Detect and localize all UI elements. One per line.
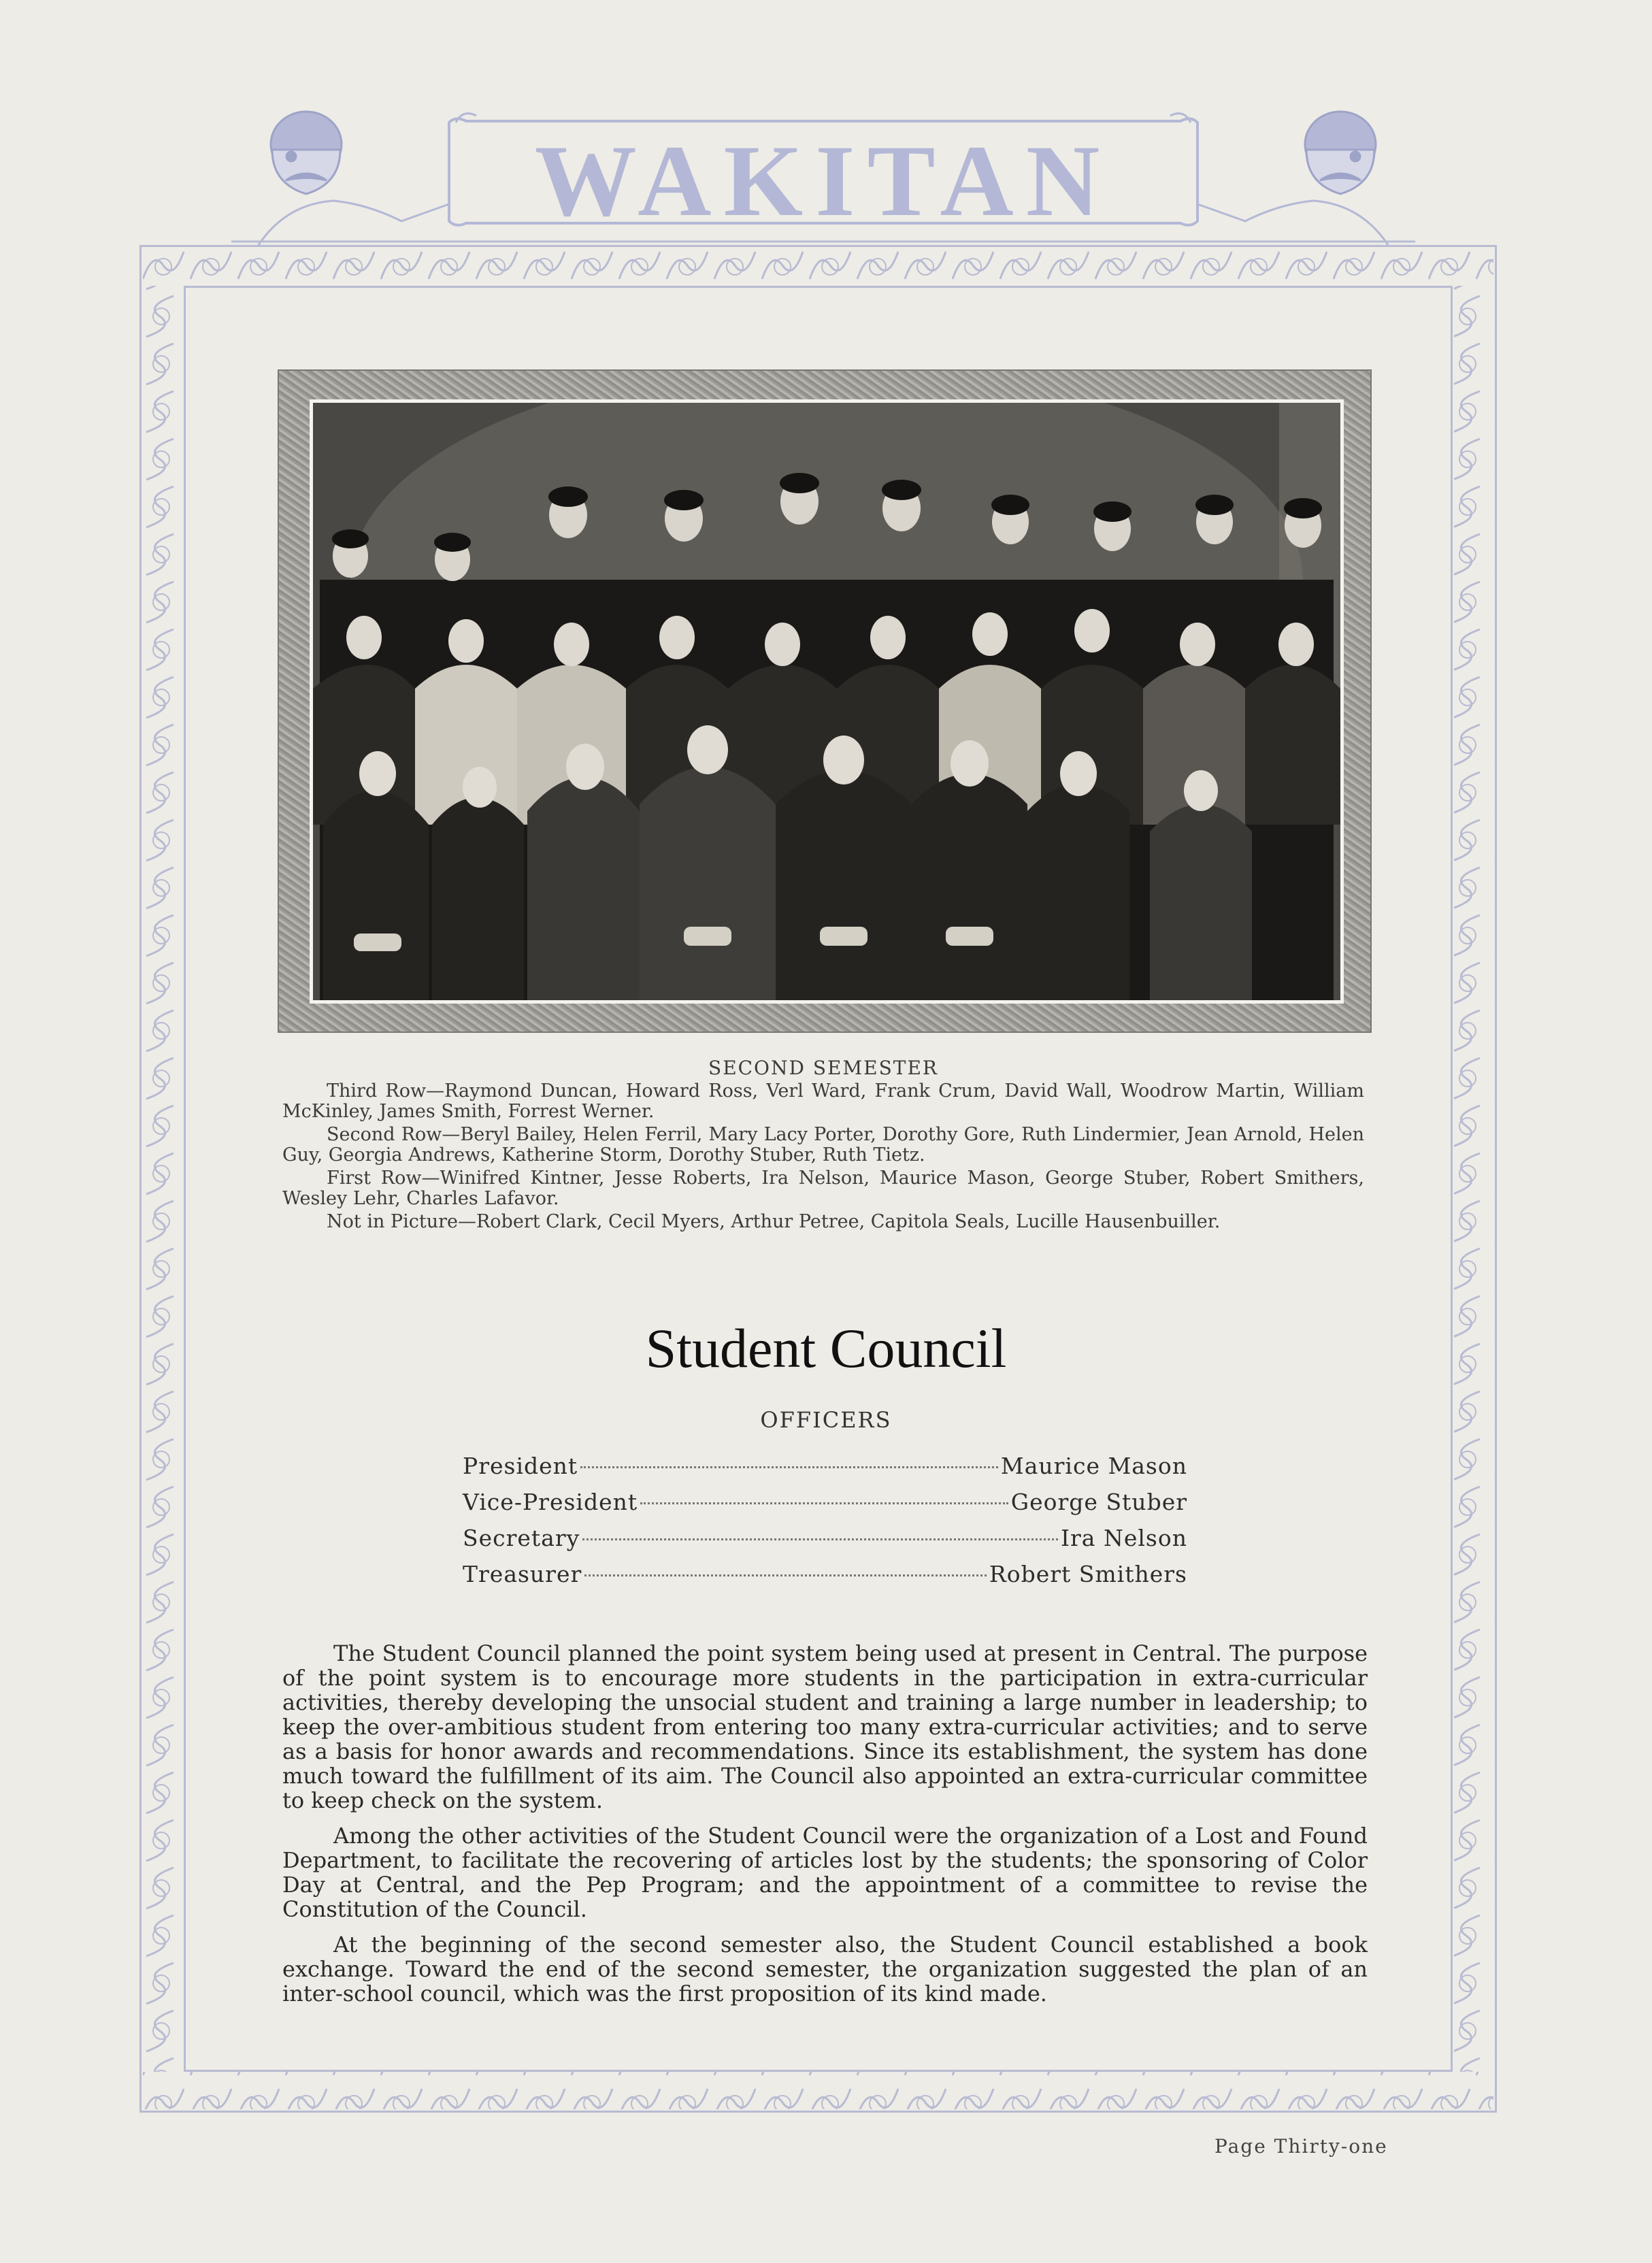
caption-not-in-picture: Not in Picture—Robert Clark, Cecil Myers, Arthur Petree, Capitola Seals, Lucille Hausenbuiller. — [327, 1211, 1221, 1232]
caption-first-row: First Row—Winifred Kintner, Jesse Roberts, Ira Nelson, Maurice Mason, George Stuber, Robert Smithers, Wesley Lehr, Charles Lafavor. — [282, 1168, 1364, 1209]
officer-name: Maurice Mason — [1000, 1453, 1187, 1479]
photo-caption — [282, 1058, 1364, 1235]
leader-dots — [582, 1538, 1058, 1540]
masthead — [231, 102, 1415, 245]
officer-role: Secretary — [463, 1525, 580, 1551]
officer-row — [463, 1525, 1187, 1561]
body-text — [282, 1641, 1368, 2017]
officer-row — [463, 1489, 1187, 1525]
body-paragraph: The Student Council planned the point system being used at present in Central. The purpose of the point system is to encourage more students in the participation in extra-curricular activities, thereby developing the unsocial student and training a large number in leadership; to keep the over-ambitious student from entering too many extra-curricular activities; and to serve as a basis for honor awards and recommendations. Since its establishment, the system has done much toward the fulfillment of its aim. The Council also appointed an extra-curricular committee to keep check on the system. — [282, 1640, 1368, 1813]
caption-title: SECOND SEMESTER — [708, 1057, 938, 1079]
caption-third-row: Third Row—Raymond Duncan, Howard Ross, Verl Ward, Frank Crum, David Wall, Woodrow Martin, William McKinley, James Smith, Forrest Werner. — [282, 1080, 1364, 1122]
officer-row — [463, 1561, 1187, 1597]
officer-role: Treasurer — [463, 1561, 582, 1587]
group-photo — [310, 399, 1344, 1004]
body-paragraph: Among the other activities of the Student Council were the organization of a Lost and Found Department, to facilitate the recovering of articles lost by the students; the sponsoring of Color Day at Central, and the Pep Program; and the appointment of a committee to revise the Constitution of the Council. — [282, 1823, 1368, 1922]
leader-dots — [580, 1466, 998, 1468]
group-photo-illustration — [313, 403, 1340, 1000]
masthead-title: WAKITAN — [534, 125, 1112, 237]
officers-label: OFFICERS — [760, 1407, 892, 1433]
officer-row — [463, 1453, 1187, 1489]
officers-list — [463, 1453, 1187, 1597]
officer-name: Robert Smithers — [989, 1561, 1187, 1587]
leader-dots — [640, 1502, 1008, 1504]
caption-second-row: Second Row—Beryl Bailey, Helen Ferril, Mary Lacy Porter, Dorothy Gore, Ruth Lindermier, Jean Arnold, Helen Guy, Georgia Andrews, Katherine Storm, Dorothy Stuber, Ruth Tietz. — [282, 1124, 1364, 1166]
officer-name: George Stuber — [1010, 1489, 1187, 1515]
body-paragraph: At the beginning of the second semester also, the Student Council established a book exchange. Toward the end of the second semester, the organization suggested the plan of an inter-school council, which was the first proposition of its kind made. — [282, 1932, 1368, 2006]
officer-name: Ira Nelson — [1061, 1525, 1187, 1551]
officer-role: Vice-President — [463, 1489, 638, 1515]
officer-role: President — [463, 1453, 578, 1479]
leader-dots — [584, 1574, 987, 1576]
page-number: Page Thirty-one — [1215, 2135, 1388, 2158]
section-title: Student Council — [645, 1317, 1007, 1379]
